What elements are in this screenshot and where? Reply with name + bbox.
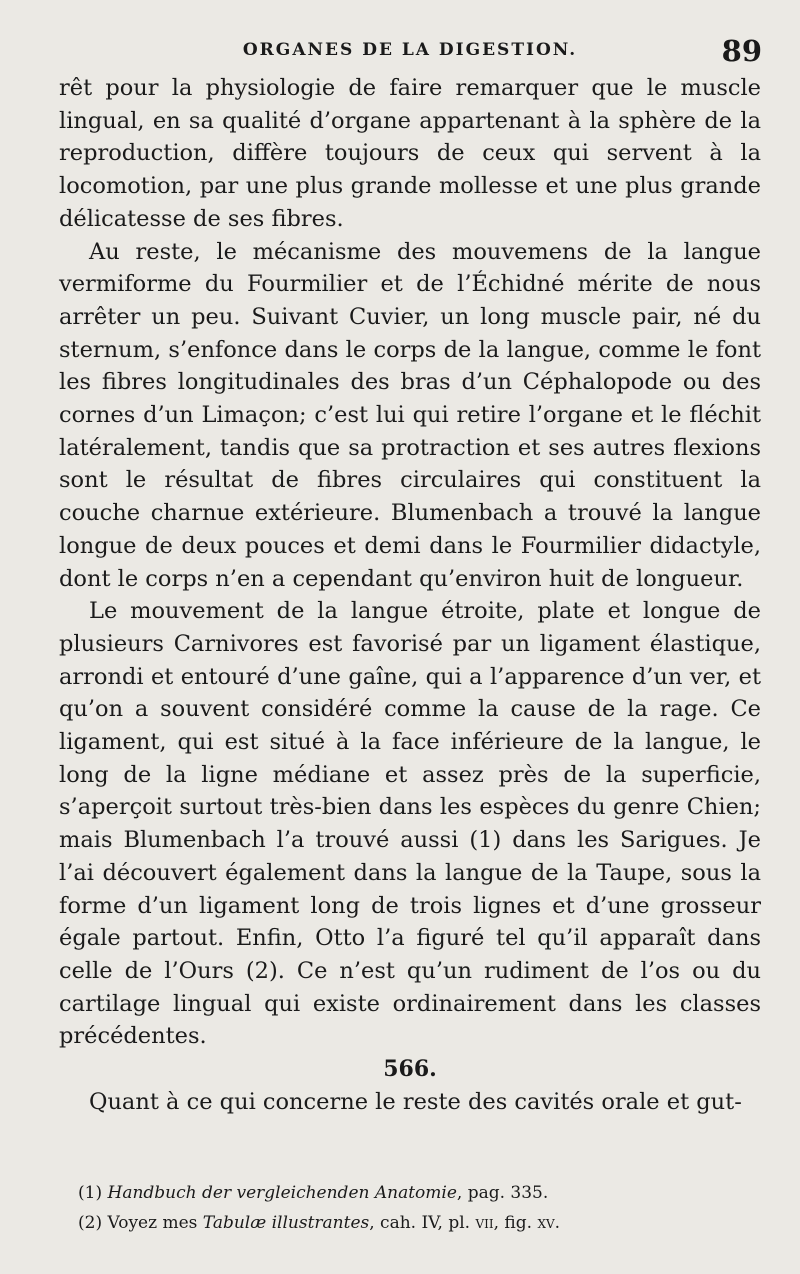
footnote-2 [78, 1208, 768, 1238]
footnote-2-lead: Voyez mes [107, 1213, 198, 1233]
footnote-1-marker: (1) [78, 1183, 103, 1203]
footnote-2-marker: (2) [78, 1213, 103, 1233]
footnote-2-end: . [554, 1213, 561, 1233]
footnote-1-rest: , pag. 335. [456, 1183, 549, 1203]
footnote-2-pl-num: vii [475, 1213, 494, 1233]
footnote-2-fig-num: xv [537, 1213, 555, 1233]
paragraph-carnivore-ligament: Le mouvement de la langue étroite, plate et longue de plusieurs Carnivores est favorisé par un ligament élastique, arrondi et entouré d’une gaîne, qui a l’apparence d’un ver, et qu’on a souvent considéré comme la cause de la rage. Ce ligament, qui est situé à la face inférieure de la langue, le long de la ligne médiane et assez près de la superficie, s’aperçoit surtout très-bien dans les espèces du genre Chien; mais Blumenbach l’a trouvé aussi (1) dans les Sarigues. Je l’ai découvert également dans la langue de la Taupe, sous la forme d’un ligament long de trois lignes et d’une grosseur égale partout. Enfin, Otto l’a figuré tel qu’il apparaît dans celle de l’Ours (2). Ce n’est qu’un rudiment de l’os ou du cartilage lingual qui existe ordinairement dans les classes précédentes. [59, 598, 761, 1050]
paragraph-tongue-mechanism: Au reste, le mécanisme des mouvemens de la langue vermiforme du Fourmilier et de l’Échidné mérite de nous arrêter un peu. Suivant Cuvier, un long muscle pair, né du sternum, s’enfonce dans le corps de la langue, comme le font les fibres longitudinales des bras d’un Céphalopode ou des cornes d’un Limaçon; c’est lui qui retire l’organe et le fléchit latéralement, tandis que sa protraction et ses autres flexions sont le résultat de fibres circulaires qui constituent la couche charnue extérieure. Blumenbach a trouvé la langue longue de deux pouces et demi dans le Fourmilier didactyle, dont le corps n’en a cependant qu’environ huit de longueur. [59, 238, 761, 592]
running-title: ORGANES DE LA DIGESTION. [242, 40, 578, 60]
footnote-2-title: Tabulæ illustrantes [202, 1213, 370, 1233]
footnote-2-fig-prefix: , fig. [493, 1213, 533, 1233]
footnote-1-title: Handbuch der vergleichenden Anatomie [107, 1183, 457, 1203]
body-text [59, 72, 761, 1119]
footnote-2-pl-prefix: pl. [448, 1213, 471, 1233]
footnote-1 [78, 1178, 768, 1208]
footnotes [78, 1178, 768, 1238]
section-number: 566. [383, 1056, 437, 1083]
page-number: 89 [721, 34, 762, 68]
footnote-2-cah: , cah. IV, [369, 1213, 443, 1233]
paragraph-oral-cavity: Quant à ce qui concerne le reste des cavités orale et gut- [89, 1088, 742, 1115]
page-header [60, 36, 760, 76]
paragraph-continuation: rêt pour la physiologie de faire remarquer que le muscle lingual, en sa qualité d’organe appartenant à la sphère de la reproduction, diffère toujours de ceux qui servent à la locomotion, par une plus grande mollesse et une plus grande délicatesse de ses fibres. [59, 75, 761, 232]
